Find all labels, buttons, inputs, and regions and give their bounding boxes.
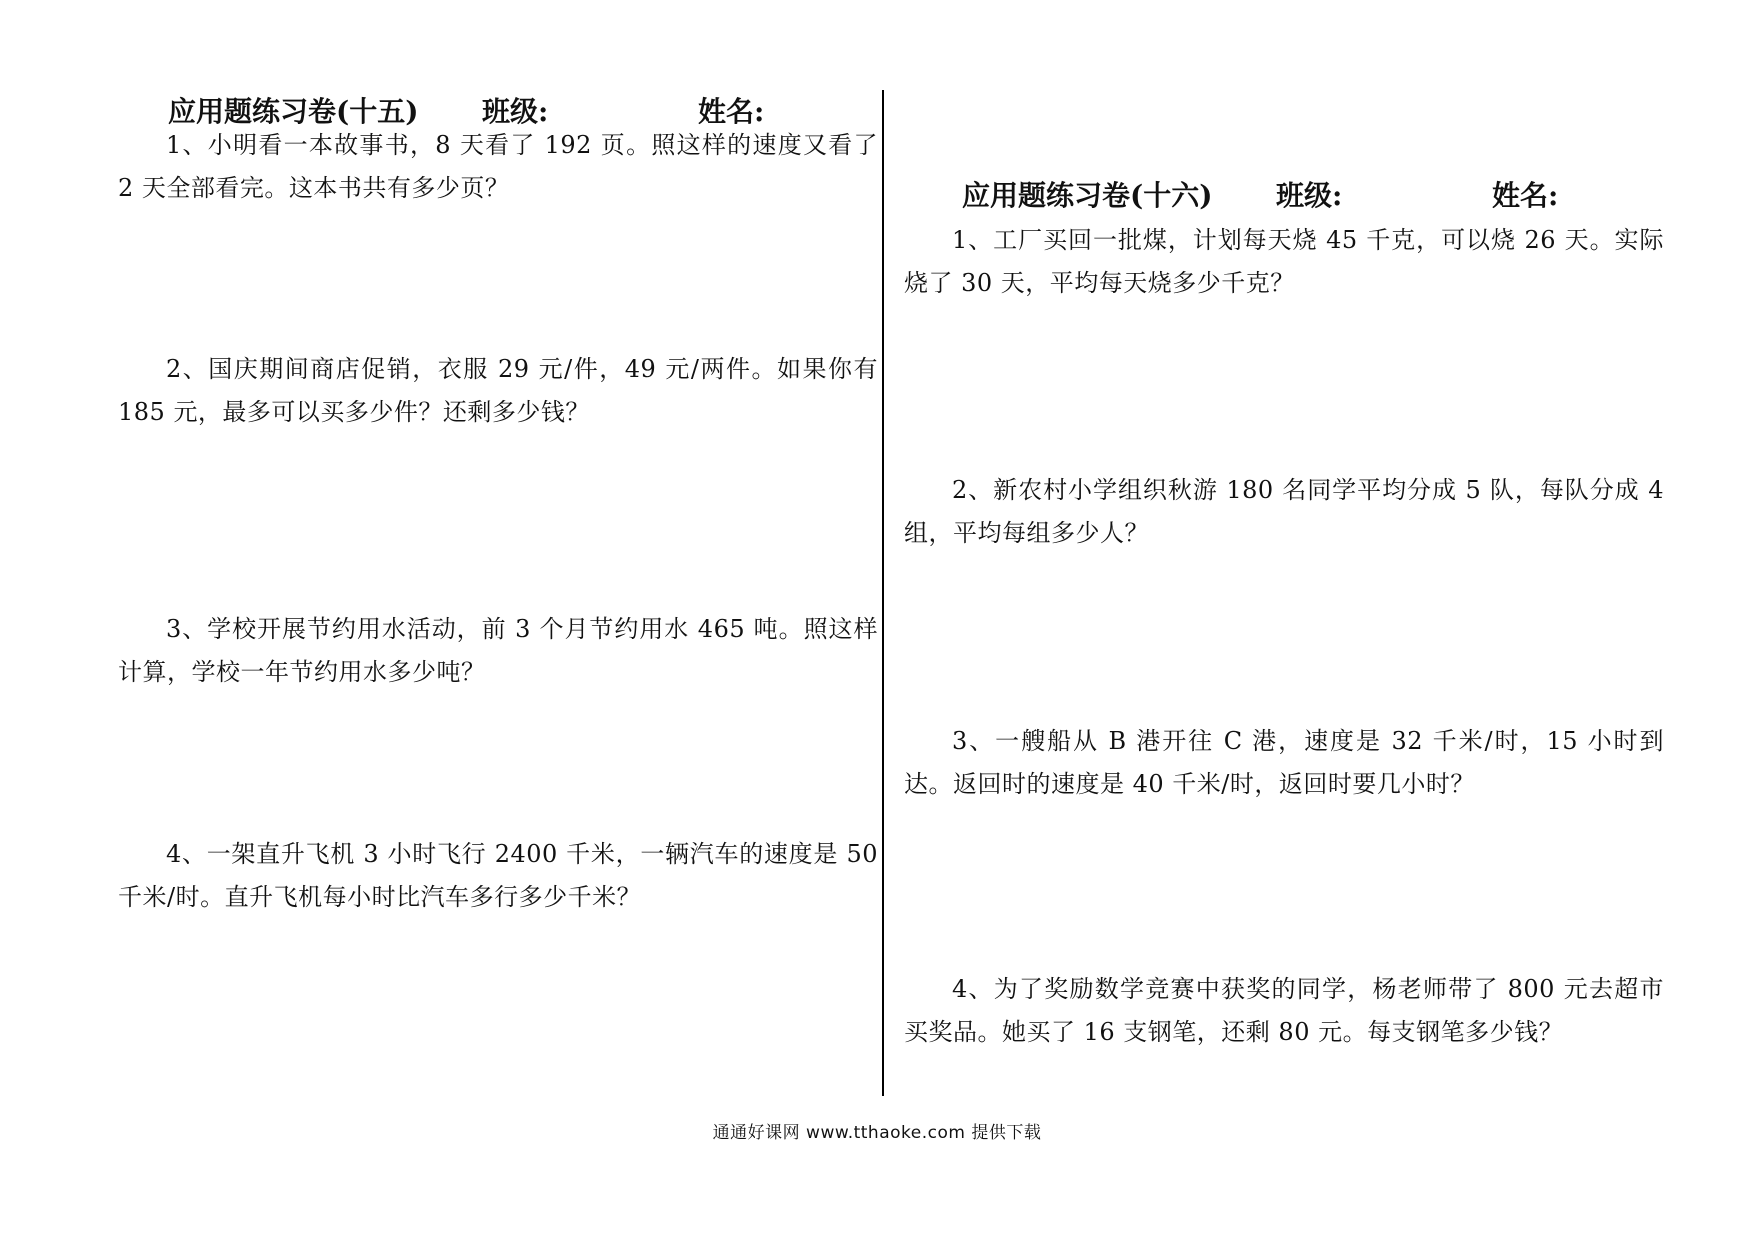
name-label: 姓名: <box>1492 179 1559 212</box>
worksheet-title: 应用题练习卷(十五) <box>168 95 419 128</box>
class-label: 班级: <box>1276 179 1343 212</box>
question-1: 1、工厂买回一批煤，计划每天烧 45 千克，可以烧 26 天。实际烧了 30 天，平均每天烧多少千克？ <box>904 226 1664 297</box>
question-2: 2、国庆期间商店促销，衣服 29 元/件，49 元/两件。如果你有 185 元，最多可以买多少件？还剩多少钱？ <box>118 355 878 426</box>
worksheet-16 <box>904 176 1664 1046</box>
question-1: 1、小明看一本故事书，8 天看了 192 页。照这样的速度又看了 2 天全部看完。这本书共有多少页？ <box>118 131 878 202</box>
name-label: 姓名: <box>698 95 765 128</box>
question-4: 4、一架直升飞机 3 小时飞行 2400 千米，一辆汽车的速度是 50 千米/时。直升飞机每小时比汽车多行多少千米？ <box>118 840 878 911</box>
class-label: 班级: <box>482 95 549 128</box>
worksheet-title: 应用题练习卷(十六) <box>962 179 1213 212</box>
worksheet-header <box>904 176 1664 218</box>
question-3: 3、学校开展节约用水活动，前 3 个月节约用水 465 吨。照这样计算，学校一年节约用水多少吨？ <box>118 615 878 686</box>
worksheet-15 <box>118 92 878 911</box>
question-3: 3、一艘船从 B 港开往 C 港，速度是 32 千米/时，15 小时到达。返回时的速度是 40 千米/时，返回时要几小时？ <box>904 727 1664 798</box>
question-2: 2、新农村小学组织秋游 180 名同学平均分成 5 队，每队分成 4 组，平均每组多少人？ <box>904 476 1664 547</box>
download-footer: 通通好课网 www.tthaoke.com 提供下载 <box>712 1123 1042 1143</box>
column-divider <box>882 90 884 1096</box>
question-4: 4、为了奖励数学竞赛中获奖的同学，杨老师带了 800 元去超市买奖品。她买了 16 支钢笔，还剩 80 元。每支钢笔多少钱？ <box>904 975 1664 1046</box>
